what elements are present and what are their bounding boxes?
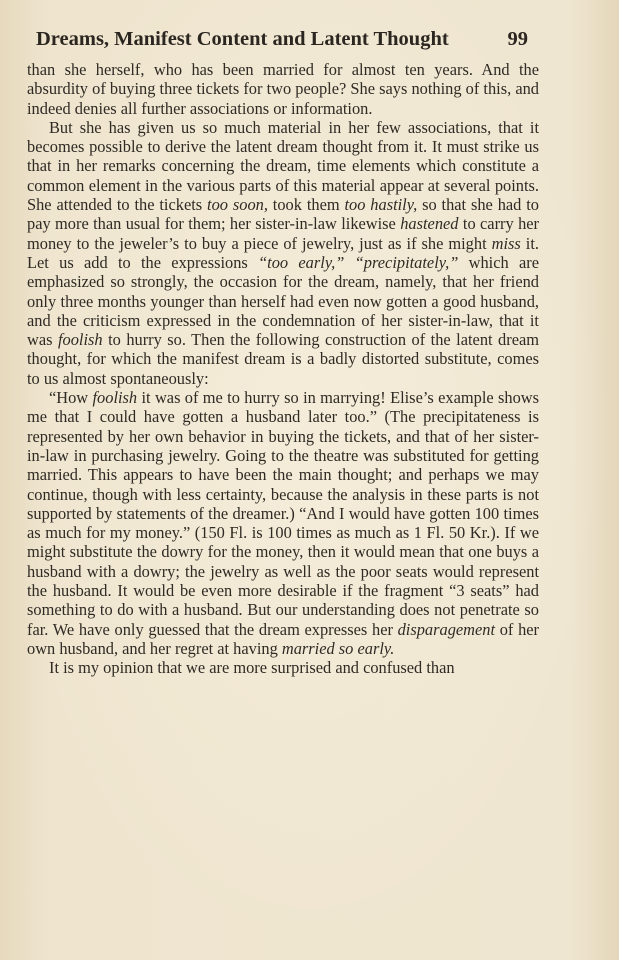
- paragraph: [27, 118, 539, 388]
- text-run: “How: [49, 388, 93, 408]
- italic-text: miss: [491, 233, 521, 253]
- paragraph: [27, 658, 539, 677]
- paragraph: [27, 388, 539, 658]
- text-run: It is my opinion that we are more surprised and confused than: [49, 658, 455, 678]
- body-text: [27, 60, 539, 678]
- italic-text: married so early.: [281, 638, 395, 658]
- text-run: it was of me to hurry so in marrying! Elise’s example shows me that I could have gotten a husband later too.” (The precipitateness is represented by her own behavior in buying the tickets, and that of her sister-in-law in purchasing jewelry. Going to the theatre was substituted for getting married. This appears to have been the main thought; and perhaps we may continue, though with less certainty, because the analysis in these parts is not supported by statements of the dreamer.) “And I would have gotten 100 times as much for my money.” (150 Fl. is 100 times as much as 1 Fl. 50 Kr.). If we might substitute the dowry for the money, then it would mean that one buys a husband with a dowry; the jewelry as well as the poor seats would represent the husband. It would be even more desirable if the fragment “3 seats” had something to do with a husband. But our understanding does not penetrate so far. We have only guessed that the dream expresses her: [27, 388, 539, 639]
- page-number: 99: [507, 28, 528, 50]
- text-run: which are emphasized so strongly, the occasion for the dream, namely, that her friend only three months younger than herself had even now gotten a good husband, and the criticism expressed in the condemnation of her sister-in-law, that it was: [27, 252, 539, 350]
- italic-text: too hastily,: [344, 195, 418, 215]
- chapter-title: Dreams, Manifest Content and Latent Thought: [36, 28, 449, 50]
- text-run: to carry her money to the jeweler’s to buy a piece of jewelry, just as if she might: [27, 214, 539, 253]
- paragraph: [27, 60, 539, 118]
- italic-text: hastened: [400, 214, 459, 234]
- text-run: But she has given us so much material in her few associations, that it becomes possible to derive the latent dream thought from it. It must strike us that in her remarks concerning the dream, time elements which constitute a common element in the various parts of this material appear at several points. She attended to the tickets: [27, 117, 539, 215]
- text-run: of her own husband, and her regret at having: [27, 619, 539, 658]
- italic-text: “too early,” “precipitately,”: [258, 252, 459, 272]
- italic-text: too soon,: [207, 195, 268, 215]
- text-run: took them: [267, 195, 345, 215]
- running-header: [36, 28, 528, 56]
- text-run: it. Let us add to the expressions: [27, 233, 540, 272]
- text-run: than she herself, who has been married for almost ten years. And the absurdity of buying three tickets for two people? She says nothing of this, and indeed denies all further associations or information.: [27, 60, 539, 118]
- italic-text: foolish: [57, 330, 103, 350]
- text-run: so that she had to pay more than usual for them; her sister-in-law likewise: [27, 195, 539, 234]
- italic-text: disparagement: [397, 619, 496, 639]
- italic-text: foolish: [92, 388, 138, 408]
- text-run: to hurry so. Then the following construction of the latent dream thought, for which the manifest dream is a badly distorted substitute, comes to us almost spontaneously:: [27, 330, 539, 388]
